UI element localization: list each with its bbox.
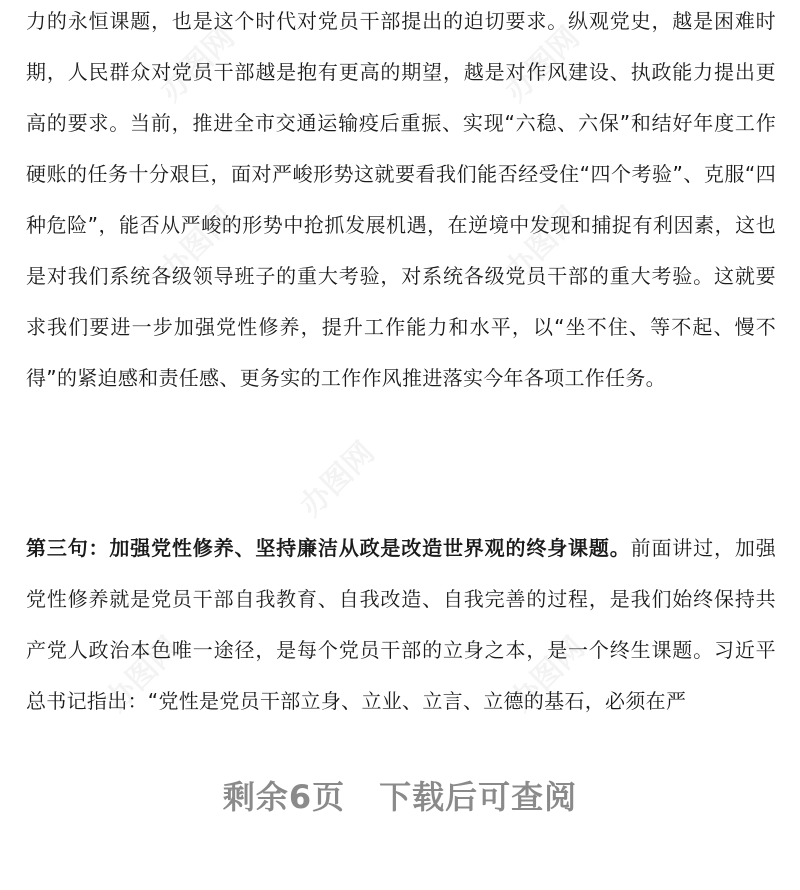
watermark: 办图网 <box>503 630 592 719</box>
watermark: 办图网 <box>153 200 242 289</box>
watermark: 办图网 <box>498 20 587 109</box>
watermark: 办图网 <box>293 435 382 524</box>
section-heading: 第三句：加强党性修养、坚持廉洁从政是改造世界观的终身课题。 <box>26 536 631 560</box>
watermark: 办图网 <box>98 630 187 719</box>
download-prompt-label: 下载后可查阅 <box>379 778 578 816</box>
watermark: 办图网 <box>153 20 242 109</box>
paragraph-2 <box>26 523 776 727</box>
paragraph-2-body: 前面讲过，加强党性修养就是党员干部自我教育、自我改造、自我完善的过程，是我们始终保持共产党人政治本色唯一途径，是每个党员干部的立身之本，是一个终生课题。习近平总书记指出：“党性是党员干部立身、立业、立言、立德的基石，必须在严 <box>26 536 776 713</box>
watermark: 办图网 <box>498 200 587 289</box>
download-to-read-more-button[interactable] <box>0 772 800 818</box>
paragraph-1: 力的永恒课题，也是这个时代对党员干部提出的迫切要求。纵观党史，越是困难时期，人民群众对党员干部越是抱有更高的期望，越是对作风建设、执政能力提出更高的要求。当前，推进全市交通运输疫后重振、实现“六稳、六保”和结好年度工作硬账的任务十分艰巨，面对严峻形势这就要看我们能否经受住“四个考验”、克服“四种危险”，能否从严峻的形势中抢抓发展机遇，在逆境中发现和捕捉有利因素，这也是对我们系统各级领导班子的重大考验，对系统各级党员干部的重大考验。这就要求我们要进一步加强党性修养，提升工作能力和水平，以“坐不住、等不起、慢不得”的紧迫感和责任感、更务实的工作作风推进落实今年各项工作任务。 <box>26 9 776 390</box>
remaining-pages-label: 剩余6页 <box>222 778 346 816</box>
